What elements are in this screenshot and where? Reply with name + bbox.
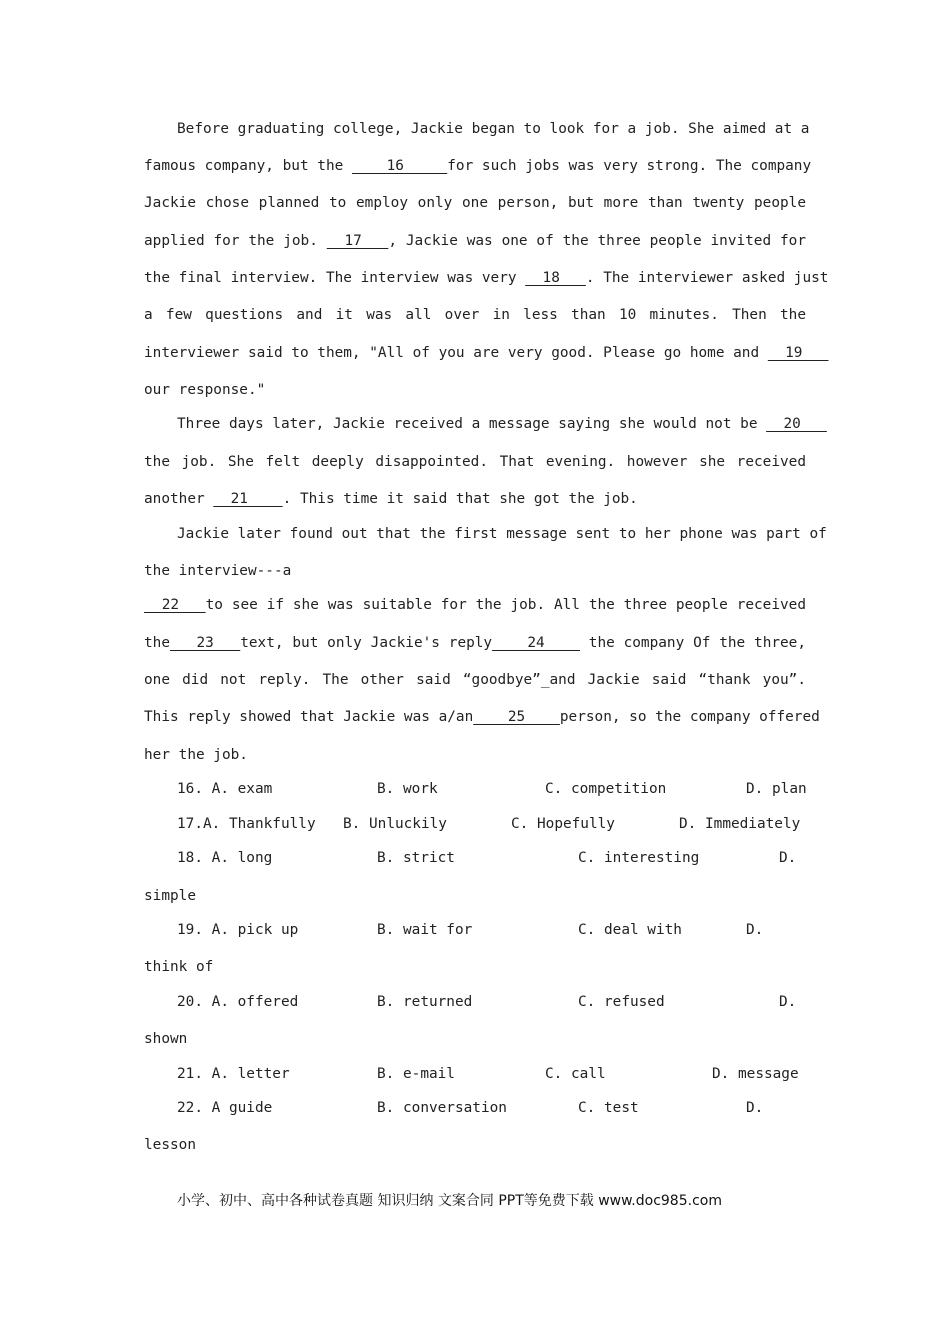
option-c: C. Hopefully bbox=[511, 816, 615, 832]
option-c: C. interesting bbox=[578, 850, 700, 866]
passage-line: another 21 . This time it said that she got the job. bbox=[144, 491, 638, 507]
option-d: D. message bbox=[712, 1066, 799, 1082]
passage-line: the final interview. The interview was very 18 . The interviewer asked just bbox=[144, 270, 829, 286]
option-d-text: think of bbox=[144, 959, 214, 975]
blank-22: 22 bbox=[144, 597, 206, 613]
passage-line: our response." bbox=[144, 382, 266, 398]
option-d: D. bbox=[746, 1100, 764, 1116]
option-d: D. bbox=[779, 850, 797, 866]
option-d: D. bbox=[746, 922, 764, 938]
passage-line: a few questions and it was all over in less than 10 minutes. Then the bbox=[144, 307, 806, 323]
passage-line: the job. She felt deeply disappointed. That evening. however she received bbox=[144, 454, 806, 470]
option-a: 22. A guide bbox=[177, 1100, 273, 1116]
blank-23: 23 bbox=[170, 635, 241, 651]
option-b: B. conversation bbox=[377, 1100, 507, 1116]
option-c: C. call bbox=[545, 1066, 606, 1082]
option-a: 20. A. offered bbox=[177, 994, 299, 1010]
option-a: 16. A. exam bbox=[177, 781, 273, 797]
passage-line: Before graduating college, Jackie began to look for a job. She aimed at a bbox=[177, 121, 810, 137]
option-a: 19. A. pick up bbox=[177, 922, 299, 938]
option-d-text: lesson bbox=[144, 1137, 196, 1153]
passage-line: Jackie later found out that the first message sent to her phone was part of bbox=[177, 526, 827, 542]
option-b: B. work bbox=[377, 781, 438, 797]
blank-24: 24 bbox=[492, 635, 580, 651]
passage-line: 22 to see if she was suitable for the job. All the three people received bbox=[144, 597, 806, 613]
option-c: C. refused bbox=[578, 994, 665, 1010]
blank-21: 21 bbox=[213, 491, 283, 507]
option-b: B. Unluckily bbox=[343, 816, 447, 832]
option-b: B. strict bbox=[377, 850, 455, 866]
option-c: C. competition bbox=[545, 781, 667, 797]
option-a: 18. A. long bbox=[177, 850, 273, 866]
passage-line: Three days later, Jackie received a message saying she would not be 20 bbox=[177, 416, 827, 432]
passage-line: one did not reply. The other said “goodbye”_and Jackie said “thank you”. bbox=[144, 672, 806, 688]
option-b: B. wait for bbox=[377, 922, 473, 938]
option-d-text: shown bbox=[144, 1031, 188, 1047]
option-d: D. Immediately bbox=[679, 816, 801, 832]
passage-line: interviewer said to them, "All of you are very good. Please go home and 19 bbox=[144, 345, 829, 361]
blank-17: 17 bbox=[326, 233, 389, 249]
passage-line: famous company, but the 16 for such jobs was very strong. The company bbox=[144, 158, 812, 174]
option-c: C. test bbox=[578, 1100, 639, 1116]
option-a: 21. A. letter bbox=[177, 1066, 290, 1082]
footer-watermark: 小学、初中、高中各种试卷真题 知识归纳 文案合同 PPT等免费下载 www.doc985.com bbox=[177, 1193, 722, 1209]
passage-line: Jackie chose planned to employ only one person, but more than twenty people bbox=[144, 195, 806, 211]
passage-line: the 23 text, but only Jackie's reply 24 the company Of the three, bbox=[144, 635, 807, 651]
passage-line: applied for the job. 17 , Jackie was one of the three people invited for bbox=[144, 233, 806, 249]
passage-line: the interview---a bbox=[144, 563, 292, 579]
option-d: D. plan bbox=[746, 781, 807, 797]
passage-line: This reply showed that Jackie was a/an 25 person, so the company offered bbox=[144, 709, 820, 725]
option-b: B. e-mail bbox=[377, 1066, 455, 1082]
option-d: D. bbox=[779, 994, 797, 1010]
blank-20: 20 bbox=[766, 416, 827, 432]
blank-16: 16 bbox=[351, 158, 448, 174]
passage-line: her the job. bbox=[144, 747, 248, 763]
blank-25: 25 bbox=[473, 709, 560, 725]
option-c: C. deal with bbox=[578, 922, 682, 938]
option-a: 17.A. Thankfully bbox=[177, 816, 316, 832]
option-d-text: simple bbox=[144, 888, 196, 904]
option-b: B. returned bbox=[377, 994, 473, 1010]
blank-19: 19 bbox=[767, 345, 829, 361]
blank-18: 18 bbox=[525, 270, 586, 286]
